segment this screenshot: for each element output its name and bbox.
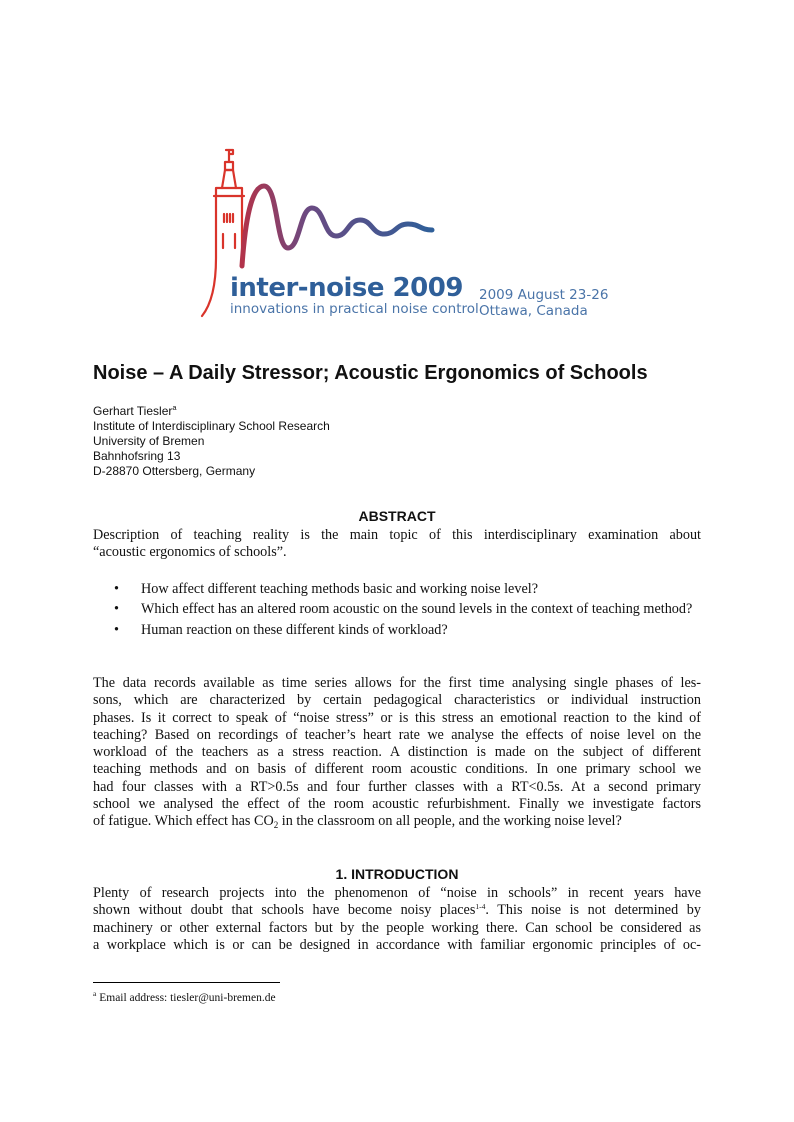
text-line: sons, which are characterized by certain pedagogical characteristics or individual instruction <box>93 692 701 709</box>
text-fragment: . This noise is not determined by <box>485 902 701 919</box>
abstract-heading: ABSTRACT <box>358 508 436 524</box>
text-fragment: of fatigue. Which effect has CO <box>93 813 274 830</box>
text-line <box>93 902 701 919</box>
logo-title: inter-noise 2009 <box>230 273 463 303</box>
footnote-text: Email address: tiesler@uni-bremen.de <box>96 992 276 1004</box>
text-line: machinery or other external factors but by the people working there. Can school be considered as <box>93 919 701 936</box>
abstract-question-list <box>93 581 701 642</box>
text-line: “acoustic ergonomics of schools”. <box>93 544 287 561</box>
text-fragment: shown without doubt that schools have become noisy places <box>93 902 476 919</box>
author-affiliation: Institute of Interdisciplinary School Research <box>93 419 330 433</box>
text-fragment: in the classroom on all people, and the working noise level? <box>278 813 622 830</box>
paper-title: Noise – A Daily Stressor; Acoustic Ergonomics of Schools <box>93 362 648 384</box>
author-block <box>93 404 330 479</box>
list-item <box>93 601 701 618</box>
text-line: teaching methods and on basis of different room acoustic conditions. In one primary school we <box>93 761 701 778</box>
abstract-body <box>93 675 701 831</box>
text-line: Description of teaching reality is the main topic of this interdisciplinary examination about <box>93 527 701 543</box>
subscript: 2 <box>273 820 279 831</box>
text-line: phases. Is it correct to speak of “noise stress” or is this stress an emotional reaction to the kind of <box>93 709 701 726</box>
footnote-divider <box>93 982 280 983</box>
footnote-mark: a <box>93 989 97 998</box>
text-line: had four classes with a RT>0.5s and four further classes with a RT<0.5s. At a second primary <box>93 778 701 795</box>
bullet-icon: • <box>114 581 119 597</box>
list-item-text: Which effect has an altered room acoustic on the sound levels in the context of teaching method? <box>141 601 693 618</box>
list-item <box>93 581 701 598</box>
author-street: Bahnhofsring 13 <box>93 449 181 463</box>
text-line: Plenty of research projects into the phenomenon of “noise in schools” in recent years have <box>93 885 701 901</box>
logo-date: 2009 August 23-26 <box>479 287 609 303</box>
bullet-icon: • <box>114 621 119 638</box>
author-name-line <box>93 404 330 419</box>
conference-logo <box>196 148 616 320</box>
text-line: a workplace which is or can be designed in accordance with familiar ergonomic principles of oc- <box>93 936 701 953</box>
list-item <box>93 622 701 639</box>
introduction-body <box>93 885 701 954</box>
text-line: teaching? Based on recordings of teacher’s heart rate we analyse the effects of noise level on the <box>93 726 701 743</box>
author-university: University of Bremen <box>93 434 205 448</box>
introduction-heading: 1. INTRODUCTION <box>335 866 459 882</box>
text-line: The data records available as time series allows for the first time analysing single phases of les- <box>93 675 701 691</box>
logo-tagline: innovations in practical noise control <box>230 301 479 317</box>
author-name: Gerhart Tiesler <box>93 404 173 418</box>
footnote <box>93 991 276 1005</box>
logo-location: Ottawa, Canada <box>479 303 588 319</box>
list-item-text: Human reaction on these different kinds of workload? <box>141 621 448 638</box>
abstract-intro <box>93 527 701 562</box>
bullet-icon: • <box>114 601 119 618</box>
author-footnote-mark: a <box>172 403 177 412</box>
text-line: school we analysed the effect of the room acoustic refurbishment. Finally we investigate factors <box>93 796 701 813</box>
author-city: D-28870 Ottersberg, Germany <box>93 464 256 478</box>
list-item-text: How affect different teaching methods basic and working noise level? <box>141 581 538 597</box>
text-line <box>93 813 701 830</box>
text-line: workload of the teachers as a stress reaction. A distinction is made on the subject of different <box>93 744 701 761</box>
citation-ref: 1-4 <box>475 902 486 912</box>
